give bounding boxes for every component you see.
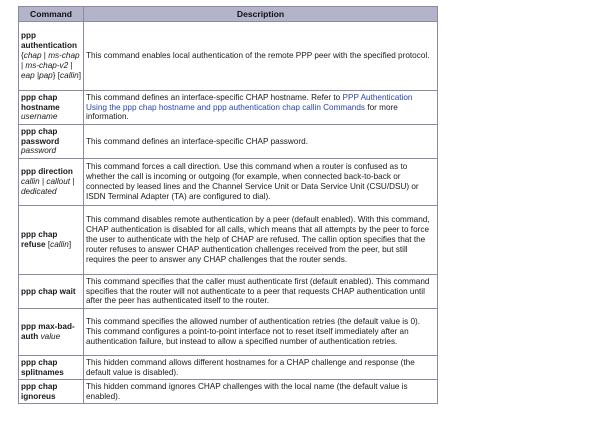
description-text: This command disables remote authentication by a peer (default enabled). With this command, CHAP authentication is disabled for all calls, which means that all attempts by the peer to force the user to authenticate with the help of CHAP are refused. The callin option specifies that the router refuses to answer CHAP authentication challenges received from the peer, but still requires the peer to answer any CHAP challenges that the router sends.	[86, 215, 430, 264]
description-text: This command specifies that the caller must authenticate first (default enabled). This command specifies that the router will not authenticate to a peer that requests CHAP authentication until after the peer has authenticated itself to the router.	[86, 276, 430, 306]
command-argument: eap	[21, 70, 35, 80]
command-cell	[19, 159, 83, 205]
table-row	[19, 380, 437, 403]
command-cell	[19, 22, 83, 90]
command-syntax-token: [	[47, 240, 51, 249]
command-name: ppp chap splitnames	[21, 357, 64, 377]
description-cell	[84, 356, 437, 379]
command-argument: password	[21, 146, 57, 156]
table-row	[19, 125, 437, 158]
table-row	[19, 309, 437, 355]
command-name: ppp chap wait	[21, 286, 76, 296]
column-header-description: Description	[84, 7, 437, 21]
table-row	[19, 356, 437, 379]
command-syntax-token: |	[39, 177, 47, 187]
description-text: This command defines an interface-specific CHAP hostname. Refer to	[86, 92, 343, 102]
document-body	[18, 6, 438, 404]
command-syntax-token: ]	[78, 70, 81, 80]
command-syntax-token: } [	[52, 70, 61, 80]
command-name: ppp chap password	[21, 126, 60, 146]
command-argument: callin	[50, 240, 69, 249]
table-row	[19, 91, 437, 124]
command-argument: value	[40, 332, 61, 341]
description-cell	[84, 275, 437, 308]
description-cell	[84, 380, 437, 403]
description-cell	[84, 159, 437, 205]
command-name: ppp chap ignoreus	[21, 381, 58, 401]
column-header-command: Command	[19, 7, 83, 21]
command-syntax-token: ]	[68, 240, 72, 249]
command-name: ppp chap hostname	[21, 92, 60, 112]
description-text: This command forces a call direction. Use this command when a router is confused as to whether the call is incoming or outgoing (for example, when connected back-to-back or connected by leased lines and the Channel Service Unit or Data Service Unit (CSU/DSU) or ISDN Terminal Adapter (TA) are configured to dial).	[86, 162, 419, 201]
description-text: for more information.	[86, 102, 398, 122]
command-name: ppp direction	[21, 167, 73, 177]
command-cell	[19, 91, 83, 124]
description-text: This hidden command ignores CHAP challenges with the local name (the default value is enabled).	[86, 381, 408, 401]
table-row	[19, 22, 437, 90]
command-cell	[19, 309, 83, 355]
command-syntax-token: |	[34, 70, 40, 80]
command-argument: ms-chap	[48, 51, 80, 61]
command-argument: ms-chap-v2	[25, 60, 69, 70]
table-row	[19, 206, 437, 274]
command-argument: username	[21, 112, 58, 122]
description-cell	[84, 22, 437, 90]
command-syntax-token: |	[70, 177, 75, 187]
description-cell	[84, 206, 437, 274]
description-cell	[84, 91, 437, 124]
description-cell	[84, 309, 437, 355]
command-cell	[19, 125, 83, 158]
command-argument: chap	[23, 51, 42, 61]
command-argument: callout	[46, 177, 71, 187]
description-text: This command specifies the allowed number of authentication retries (the default value is 0). This command configures a point-to-point interface not to reset itself immediately after an authentication failure, but instead to allow a specified number of authentication retries.	[86, 317, 421, 346]
description-text: This hidden command allows different hostnames for a CHAP challenge and response (the default value is disabled).	[86, 357, 415, 377]
command-name: ppp authentication	[21, 31, 77, 51]
command-syntax-token: |	[41, 51, 49, 61]
table-row	[19, 159, 437, 205]
command-cell	[19, 275, 83, 308]
command-name: ppp max-bad-auth	[21, 322, 75, 341]
description-cell	[84, 125, 437, 158]
command-cell	[19, 356, 83, 379]
command-table	[18, 6, 438, 404]
command-syntax-token: |	[21, 60, 26, 70]
command-argument: dedicated	[21, 186, 57, 196]
command-syntax-token: {	[21, 51, 24, 61]
command-syntax-token: |	[68, 60, 73, 70]
description-text: This command defines an interface-specific CHAP password.	[86, 136, 308, 146]
command-argument: callin	[21, 177, 40, 187]
command-argument: callin	[60, 70, 79, 80]
command-cell	[19, 206, 83, 274]
command-cell	[19, 380, 83, 403]
command-argument: pap	[39, 70, 53, 80]
command-name: ppp chap refuse	[21, 230, 58, 249]
table-row	[19, 275, 437, 308]
table-body	[19, 22, 437, 403]
reference-link[interactable]: PPP Authentication Using the ppp chap hostname and ppp authentication chap callin Commands	[86, 92, 413, 112]
description-text: This command enables local authentication of the remote PPP peer with the specified protocol.	[86, 51, 430, 61]
table-header-row	[19, 7, 437, 21]
